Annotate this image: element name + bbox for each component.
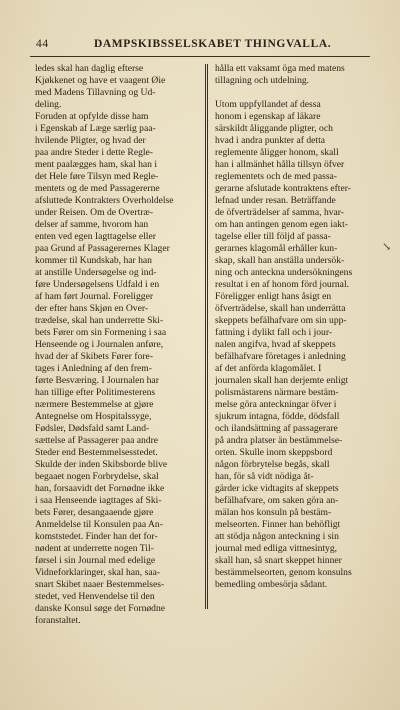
header-rule [30,56,370,57]
text-line: snart Skibet naaer Bestemmelses- [35,579,165,590]
text-line: befälhafvare, om saken göra an- [215,495,339,506]
text-line: nødent at underrette nogen Til- [35,543,154,554]
text-line: Antegnelse om Hospitalssyge, [35,411,152,422]
text-line: hålla ett vaksamt öga med matens [215,63,345,74]
text-line: enten ved egen Iagttagelse eller [35,231,156,242]
text-line: nalen angifva, hvad af skeppets [215,339,336,350]
text-line: bemedling ombesörja sådant. [215,579,328,590]
running-header [30,36,372,54]
text-line: ledes skal han daglig efterse [35,63,144,74]
text-line: journalen skall han derjemte enligt [215,375,349,386]
text-line: af ham ført Journal. Foreligger [35,291,154,302]
text-line: førte Besværing. I Journalen har [35,375,159,386]
text-line: hvad i andra punkter af detta [215,135,326,146]
text-line: kommer til Kundskab, har han [35,255,152,266]
text-line: afsluttede Kontrakters Overholdelse [35,195,174,206]
text-line: komststedet. Finder han det for- [35,531,158,542]
text-line: skap, skall han anställa undersök- [215,255,345,266]
text-line: befälhafvare företages i anledning [215,351,346,362]
text-line: gärder icke vidtagits af skeppets [215,483,339,494]
text-line: der efter hans Skjøn en Over- [35,303,149,314]
text-line: Foruden at opfylde disse ham [35,111,149,122]
text-line: särskildt åliggande pligter, och [215,123,333,134]
text-line: honom i egenskap af läkare [215,111,321,122]
text-line: med Madens Tillavning og Ud- [35,87,156,98]
text-line: ning och anteckna undersökningens [215,267,353,278]
text-line: hvad der af Skibets Fører fore- [35,351,154,362]
text-line: journal med edliga vittnesintyg, [215,543,338,554]
text-line: melseorten. Finner han behöfligt [215,519,341,530]
text-line: fattning i dylikt fall och i jour- [215,327,333,338]
text-line: bets Fører om sin Formening i saa [35,327,167,338]
text-line: reglementets och de med passa- [215,171,338,182]
danish-text-column [35,63,198,627]
text-line: Föreligger enligt hans åsigt en [215,291,332,302]
text-line: bets Fører, desangaaende gjøre [35,507,154,518]
text-line: lefnad under resan. Beträffande [215,195,336,206]
text-line: i saa Henseende iagttages af Ski- [35,495,162,506]
text-line: bestämmelseorten, genom konsulns [215,567,352,578]
text-line: de öfverträdelser af samma, hvar- [215,207,344,218]
text-line: gerarnes klagomål erhåller kun- [215,243,338,254]
text-line: resultat i en af honom förd journal. [215,279,350,290]
text-line: tagelse eller till följd af passa- [215,231,331,242]
text-line: sjukrum intagna, födde, dödsfall [215,411,340,422]
text-line: på andra platser än bestämmelse- [215,435,343,446]
text-line: i Egenskab af Læge særlig paa- [35,123,156,134]
text-line: deling. [35,99,62,110]
text-line: hvilende Pligter, og hvad der [35,135,146,146]
text-line: han i allmänhet hålla tillsyn öfver [215,159,345,170]
margin-mark: ↘ [382,240,392,253]
text-line [215,87,375,99]
text-line: at anstille Undersøgelse og ind- [35,267,157,278]
text-line: danske Konsul søge det Fornødne [35,603,166,614]
text-line: Kjøkkenet og have et vaagent Øie [35,75,166,86]
column-divider [205,64,208,609]
text-line: Anmeldelse til Konsulen paa An- [35,519,163,530]
text-line: førsel i sin Journal med edelige [35,555,156,566]
running-title: DAMPSKIBSSELSKABET THINGVALLA. [94,38,332,50]
text-line: begaaet nogen Forbrydelse, skal [35,471,159,482]
text-line: Henseende og i Journalen anføre, [35,339,164,350]
text-line: af det anförda klagomålet. I [215,363,322,374]
text-line: han tillige efter Politimesterens [35,387,156,398]
text-line: polismästarens närmare bestäm- [215,387,339,398]
swedish-text-column [215,63,375,591]
text-line: paa Grund af Passagerernes Klager [35,243,170,254]
text-line: mentets og de med Passagererne [35,183,160,194]
text-line: skall han, så snart skeppet hinner [215,555,342,566]
text-line: öfverträdelse, skall han underrätta [215,303,346,314]
text-line: ment paalægges ham, skal han i [35,159,158,170]
text-line: det Hele føre Tilsyn med Regle- [35,171,159,182]
text-line: sættelse af Passagerer paa andre [35,435,159,446]
text-line: reglemente åligger honom, skall [215,147,339,158]
text-line: Skulde der inden Skibsborde blive [35,459,168,470]
text-line: tillagning och utdelning. [215,75,310,86]
text-line: att stödja någon anteckning i sin [215,531,339,542]
text-line: Vidneforklaringer, skal han, saa- [35,567,161,578]
text-line: stedet, ved Henvendelse til den [35,591,155,602]
text-line: nærmere Bestemmelse at gjøre [35,399,154,410]
text-line: gerarne afslutade kontraktens efter- [215,183,351,194]
text-line: tages i Anledning af den frem- [35,363,152,374]
text-line: melse göra anteckningar öfver i [215,399,337,410]
text-line: Utom uppfyllandet af dessa [215,99,321,110]
text-line: han, för så vidt nödiga åt- [215,471,314,482]
text-line: någon förbrytelse begås, skall [215,459,330,470]
text-line: orten. Skulle inom skeppsbord [215,447,333,458]
page-number: 44 [36,38,49,50]
text-line: foranstaltet. [35,615,81,626]
text-line: Fødsler, Dødsfald samt Land- [35,423,150,434]
text-line: Steder end Bestemmelsesstedet. [35,447,158,458]
text-line: skeppets befälhafvare om sin upp- [215,315,347,326]
text-line: och ilandsättning af passagerare [215,423,338,434]
text-line: han, forsaavidt det Fornødne ikke [35,483,165,494]
text-line: paa andre Steder i dette Regle- [35,147,154,158]
text-line: om han antingen genom egen iakt- [215,219,348,230]
text-line: trædelse, skal han underrette Ski- [35,315,164,326]
text-line: delser af samme, hvorom han [35,219,149,230]
text-line: føre Undersøgelsens Udfald i en [35,279,160,290]
text-line: under Reisen. Om de Overtræ- [35,207,154,218]
text-line: mälan hos konsuln på bestäm- [215,507,332,518]
